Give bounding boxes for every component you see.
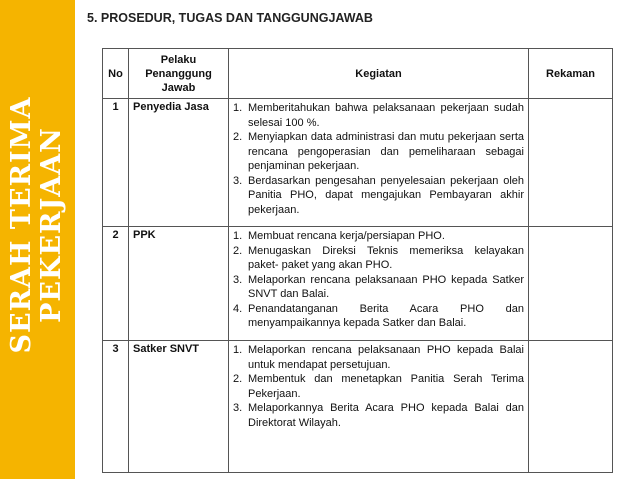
list-item-number: 4. <box>233 302 243 315</box>
list-item-number: 1. <box>233 230 243 242</box>
list-item-text: Membuat rencana kerja/persiapan PHO. <box>248 230 445 242</box>
row-record <box>529 227 613 341</box>
table-header-row <box>103 49 613 99</box>
activity-list <box>233 229 524 331</box>
list-item-text: Melaporkan rencana pelaksanaan PHO kepada Satker SNVT dan Balai. <box>248 273 524 300</box>
list-item <box>233 372 524 401</box>
row-record <box>529 341 613 473</box>
list-item <box>233 302 524 331</box>
header-actor <box>129 49 229 99</box>
row-number: 2 <box>103 227 129 341</box>
header-actor-line-1: Pelaku <box>160 53 197 66</box>
header-no: No <box>103 49 129 99</box>
sidebar-title <box>7 97 67 354</box>
list-item-text: Membentuk dan menetapkan Panitia Serah Terima Pekerjaan. <box>248 373 524 400</box>
sidebar-title-line-1: SERAH TERIMA <box>6 96 37 354</box>
list-item-text: Menyiapkan data administrasi dan mutu pekerjaan serta rencana pengoperasian dan pemeliharaan sebagai penjaminan pekerjaan. <box>248 131 524 172</box>
row-activities <box>229 341 529 473</box>
activity-list <box>233 101 524 217</box>
list-item <box>233 273 524 302</box>
list-item-text: Memberitahukan bahwa pelaksanaan pekerjaan sudah selesai 100 %. <box>248 102 524 129</box>
list-item-number: 1. <box>233 102 243 114</box>
list-item-text: Penandatanganan Berita Acara PHO dan menyampaikannya kepada Satker dan Balai. <box>248 302 524 329</box>
list-item <box>233 130 524 174</box>
list-item-text: Berdasarkan pengesahan penyelesaian pekerjaan oleh Panitia PHO, dapat mengajukan Pembayaran akhir pekerjaan. <box>248 174 524 216</box>
list-item <box>233 343 524 372</box>
header-activity: Kegiatan <box>229 49 529 99</box>
list-item <box>233 401 524 430</box>
table-row <box>103 227 613 341</box>
procedure-table <box>102 48 613 473</box>
list-item-number: 1. <box>233 344 243 356</box>
row-actor: Penyedia Jasa <box>129 99 229 227</box>
list-item-text: Melaporkan rencana pelaksanaan PHO kepada Balai untuk mendapat persetujuan. <box>248 344 524 371</box>
list-item <box>233 174 524 218</box>
row-activities <box>229 99 529 227</box>
sidebar-title-line-2: PEKERJAAN <box>36 127 67 323</box>
row-actor: PPK <box>129 227 229 341</box>
list-item-text: Melaporkannya Berita Acara PHO kepada Balai dan Direktorat Wilayah. <box>248 402 524 429</box>
list-item <box>233 101 524 130</box>
header-actor-line-2: Penanggung <box>145 67 212 80</box>
row-activities <box>229 227 529 341</box>
list-item-number: 2. <box>233 244 243 257</box>
list-item <box>233 244 524 273</box>
list-item-number: 3. <box>233 402 243 414</box>
row-record <box>529 99 613 227</box>
table-row <box>103 99 613 227</box>
list-item-number: 3. <box>233 174 243 187</box>
list-item-number: 2. <box>233 131 243 143</box>
header-record: Rekaman <box>529 49 613 99</box>
list-item-text: Menugaskan Direksi Teknis memeriksa kelayakan paket- paket yang akan PHO. <box>248 244 524 271</box>
row-number: 1 <box>103 99 129 227</box>
activity-list <box>233 343 524 430</box>
header-actor-line-3: Jawab <box>161 81 196 94</box>
table-row <box>103 341 613 473</box>
row-actor: Satker SNVT <box>129 341 229 473</box>
section-heading: 5. PROSEDUR, TUGAS DAN TANGGUNGJAWAB <box>87 11 373 25</box>
row-number: 3 <box>103 341 129 473</box>
list-item-number: 2. <box>233 373 243 385</box>
sidebar-banner <box>0 0 75 479</box>
list-item <box>233 229 524 244</box>
list-item-number: 3. <box>233 273 243 286</box>
